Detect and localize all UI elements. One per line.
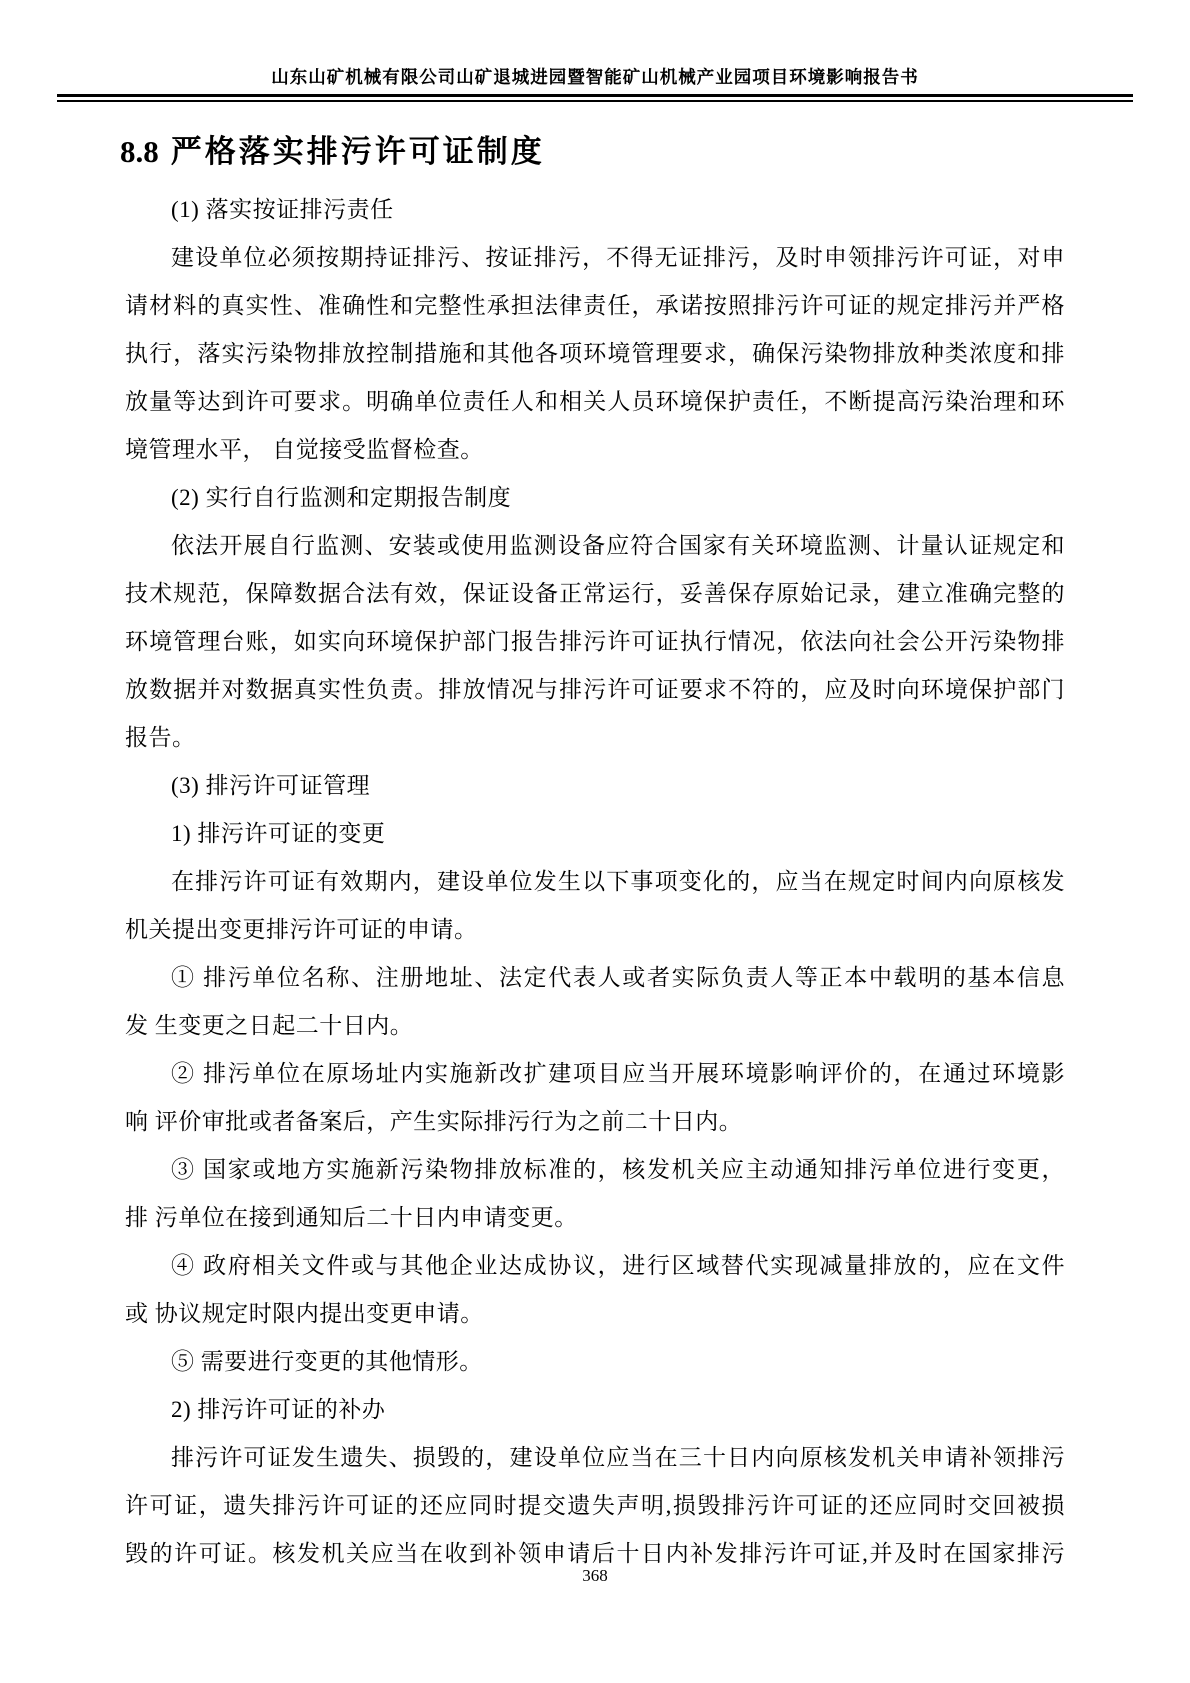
text-line: ① 排污单位名称、注册地址、法定代表人或者实际负责人等正本中载明的基本信息 <box>171 965 1065 990</box>
body-text-block <box>125 186 1065 1578</box>
text-line: ④ 政府相关文件或与其他企业达成协议，进行区域替代实现减量排放的，应在文件 <box>171 1253 1065 1278</box>
text-line: 建设单位必须按期持证排污、按证排污，不得无证排污，及时申领排污许可证，对申 <box>171 245 1065 270</box>
text-line: ② 排污单位在原场址内实施新改扩建项目应当开展环境影响评价的，在通过环境影 <box>171 1061 1065 1086</box>
text-line: 许可证，遗失排污许可证的还应同时提交遗失声明,损毁排污许可证的还应同时交回被损 <box>125 1493 1065 1518</box>
page-number: 368 <box>582 1566 608 1585</box>
text-line: 响 评价审批或者备案后，产生实际排污行为之前二十日内。 <box>125 1109 743 1134</box>
text-line: 执行，落实污染物排放控制措施和其他各项环境管理要求，确保污染物排放种类浓度和排 <box>125 341 1065 366</box>
text-line: 境管理水平， 自觉接受监督检查。 <box>125 437 484 462</box>
text-line: 发 生变更之日起二十日内。 <box>125 1013 414 1038</box>
text-line: 1) 排污许可证的变更 <box>171 821 386 846</box>
section-heading <box>120 126 545 171</box>
text-line: ③ 国家或地方实施新污染物排放标准的，核发机关应主动通知排污单位进行变更， <box>171 1157 1065 1182</box>
text-line: 或 协议规定时限内提出变更申请。 <box>125 1301 484 1326</box>
text-line: 排污许可证发生遗失、损毁的，建设单位应当在三十日内向原核发机关申请补领排污 <box>171 1445 1065 1470</box>
text-line: 报告。 <box>125 725 196 750</box>
section-number: 8.8 <box>120 134 159 169</box>
text-line: 环境管理台账，如实向环境保护部门报告排污许可证执行情况，依法向社会公开污染物排 <box>125 629 1065 654</box>
text-line: 在排污许可证有效期内，建设单位发生以下事项变化的，应当在规定时间内向原核发 <box>171 869 1065 894</box>
text-line: 放数据并对数据真实性负责。排放情况与排污许可证要求不符的，应及时向环境保护部门 <box>125 677 1065 702</box>
text-line: 2) 排污许可证的补办 <box>171 1397 386 1422</box>
header-divider-rule <box>57 94 1133 102</box>
text-line: (3) 排污许可证管理 <box>171 773 371 798</box>
text-line: 毁的许可证。核发机关应当在收到补领申请后十日内补发排污许可证,并及时在国家排污 <box>125 1541 1065 1566</box>
text-line: 依法开展自行监测、安装或使用监测设备应符合国家有关环境监测、计量认证规定和 <box>171 533 1065 558</box>
text-line: 排 污单位在接到通知后二十日内申请变更。 <box>125 1205 578 1230</box>
text-line: ⑤ 需要进行变更的其他情形。 <box>171 1349 483 1374</box>
text-line: 放量等达到许可要求。明确单位责任人和相关人员环境保护责任，不断提高污染治理和环 <box>125 389 1065 414</box>
text-line: 机关提出变更排污许可证的申请。 <box>125 917 478 942</box>
text-line: 技术规范，保障数据合法有效，保证设备正常运行，妥善保存原始记录，建立准确完整的 <box>125 581 1065 606</box>
text-line: 请材料的真实性、准确性和完整性承担法律责任，承诺按照排污许可证的规定排污并严格 <box>125 293 1065 318</box>
text-line: (2) 实行自行监测和定期报告制度 <box>171 485 512 510</box>
text-line: (1) 落实按证排污责任 <box>171 197 394 222</box>
page-header-title: 山东山矿机械有限公司山矿退城进园暨智能矿山机械产业园项目环境影响报告书 <box>271 67 919 87</box>
section-title-text: 严格落实排污许可证制度 <box>170 134 545 169</box>
